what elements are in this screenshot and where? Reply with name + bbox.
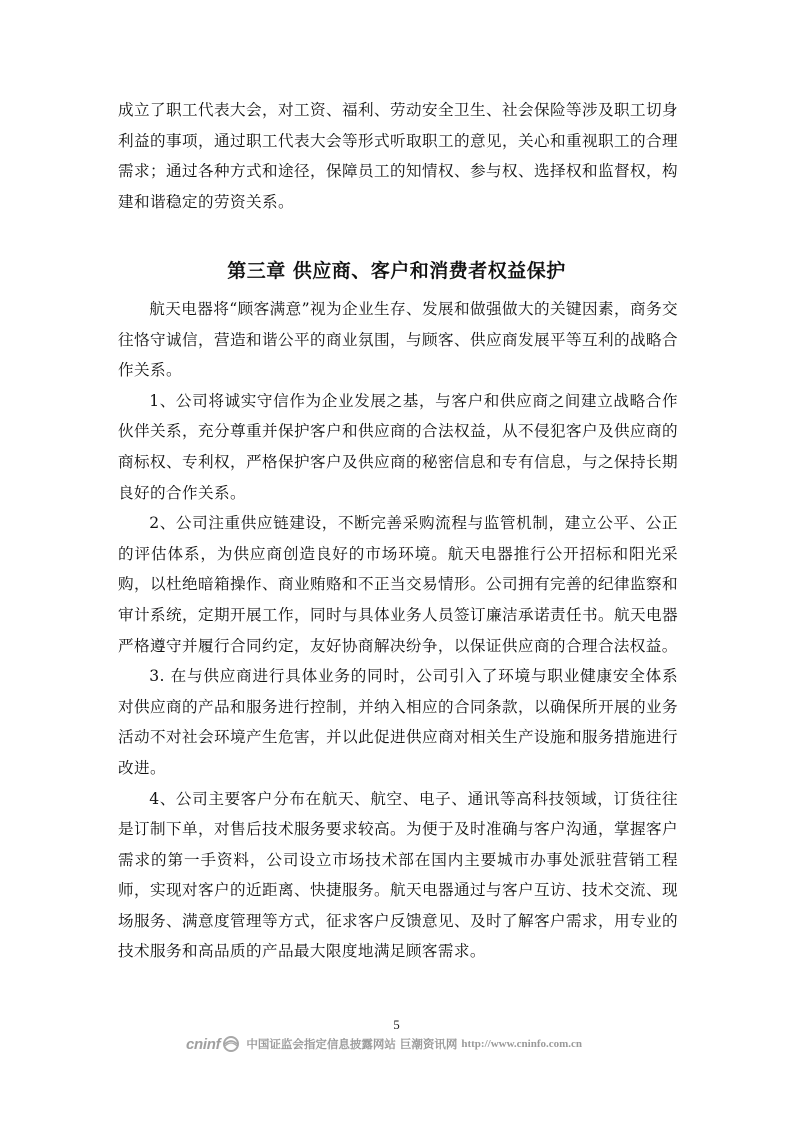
footer-site-name: 中国证监会指定信息披露网站 巨潮资讯网	[246, 1037, 458, 1051]
page-number: 5	[393, 1017, 400, 1032]
cninf-logo-text: cninf	[186, 1035, 221, 1053]
footer-watermark	[186, 1034, 582, 1054]
top-paragraph-block	[118, 95, 678, 217]
top-paragraph: 成立了职工代表大会，对工资、福利、劳动安全卫生、社会保险等涉及职工切身利益的事项，通过职工代表大会等形式听取职工的意见，关心和重视职工的合理需求；通过各种方式和途径，保障员工的知情权、参与权、选择权和监督权，构建和谐稳定的劳资关系。	[118, 101, 678, 211]
paragraph-item-1: 1、公司将诚实守信作为企业发展之基，与客户和供应商之间建立战略合作伙伴关系，充分尊重并保护客户和供应商的合法权益，从不侵犯客户及供应商的商标权、专利权，严格保护客户及供应商的秘密信息和专有信息，与之保持长期良好的合作关系。	[118, 391, 678, 502]
paragraph-item-3: 3. 在与供应商进行具体业务的同时，公司引入了环境与职业健康安全体系对供应商的产品和服务进行控制，并纳入相应的合同条款，以确保所开展的业务活动不对社会环境产生危害，并以此促进供应商对相关生产设施和服务措施进行改进。	[118, 667, 678, 777]
paragraph-item-2: 2、公司注重供应链建设，不断完善采购流程与监管机制，建立公平、公正的评估体系，为供应商创造良好的市场环境。航天电器推行公开招标和阳光采购，以杜绝暗箱操作、商业贿赂和不正当交易情形。公司拥有完善的纪律监察和审计系统，定期开展工作，同时与具体业务人员签订廉洁承诺责任书。航天电器严格遵守并履行合同约定，友好协商解决纷争，以保证供应商的合理合法权益。	[118, 514, 678, 655]
intro-paragraph: 航天电器将“顾客满意”视为企业生存、发展和做强做大的关键因素，商务交往恪守诚信，营造和谐公平的商业氛围，与顾客、供应商发展平等互利的战略合作关系。	[118, 300, 678, 380]
cninf-logo-icon	[222, 1036, 240, 1052]
footer-url[interactable]: http://www.cninfo.com.cn	[461, 1038, 583, 1050]
paragraph-item-4: 4、公司主要客户分布在航天、航空、电子、通讯等高科技领域，订货往往是订制下单，对售后技术服务要求较高。为便于及时准确与客户沟通，掌握客户需求的第一手资料，公司设立市场技术部在国内主要城市办事处派驻营销工程师，实现对客户的近距离、快捷服务。航天电器通过与客户互访、技术交流、现场服务、满意度管理等方式，征求客户反馈意见、及时了解客户需求，用专业的技术服务和高品质的产品最大限度地满足顾客需求。	[118, 789, 678, 961]
chapter-body	[118, 294, 678, 967]
chapter-title: 第三章 供应商、客户和消费者权益保护	[227, 260, 566, 282]
